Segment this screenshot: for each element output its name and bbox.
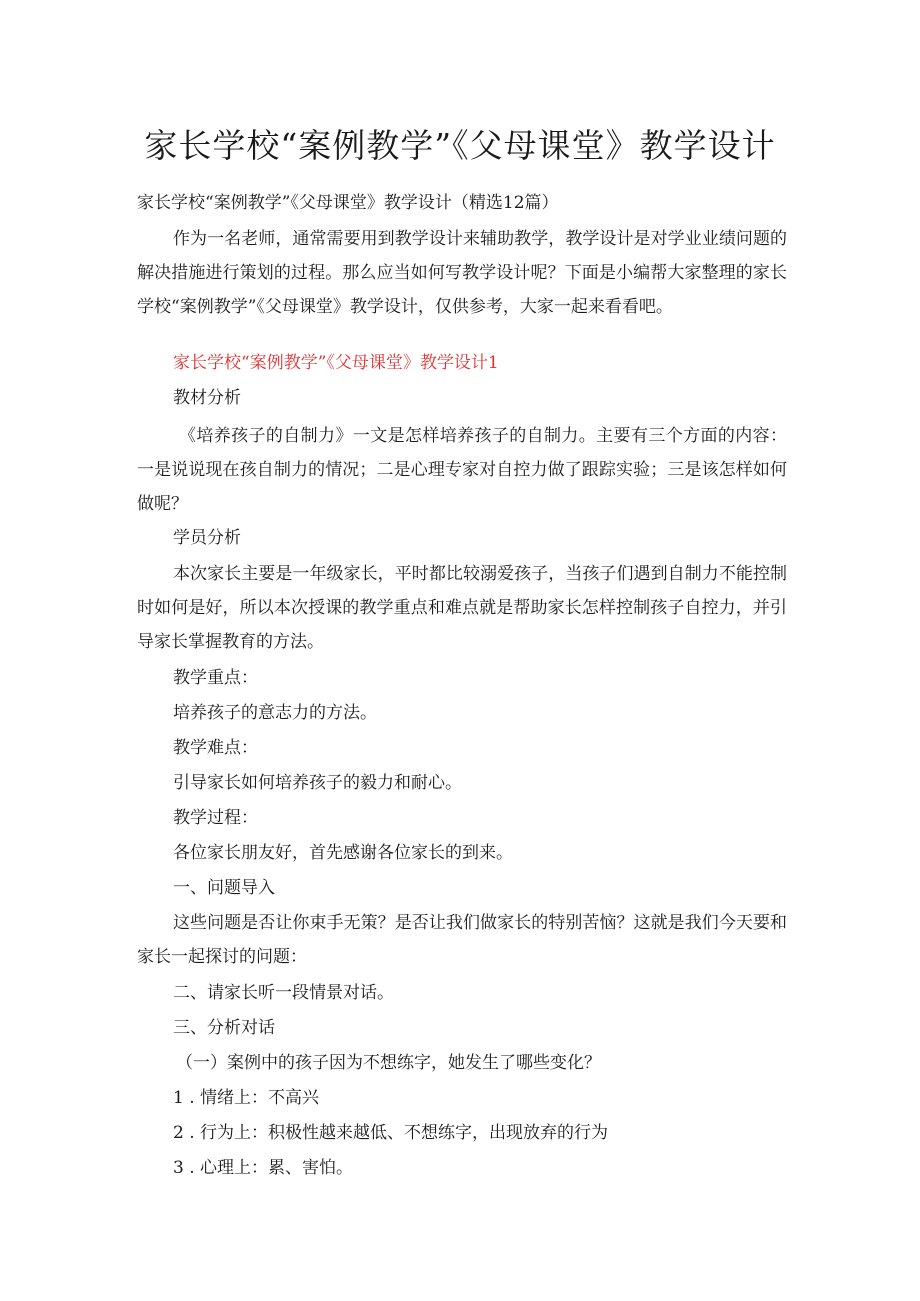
list-item: 2 . 行为上：积极性越来越低、不想练字，出现放弃的行为 bbox=[173, 1123, 609, 1143]
difficulty-heading: 教学难点： bbox=[173, 738, 258, 758]
intro-paragraph: 作为一名老师，通常需要用到教学设计来辅助教学，教学设计是对学业业绩问题的解决措施进行策划的过程。那么应当如何写教学设计呢？下面是小编帮大家整理的家长学校“案例教学”《父母课堂》教学设计，仅供参考，大家一起来看看吧。 bbox=[137, 229, 787, 317]
step2-heading: 二、请家长听一段情景对话。 bbox=[173, 983, 394, 1003]
section-heading: 家长学校“案例教学”《父母课堂》教学设计1 bbox=[173, 353, 499, 373]
key-point-heading: 教学重点： bbox=[173, 668, 258, 688]
greeting-text: 各位家长朋友好，首先感谢各位家长的到来。 bbox=[173, 843, 513, 863]
step1-paragraph: 这些问题是否让你束手无策？是否让我们做家长的特别苦恼？这就是我们今天要和家长一起探讨的问题： bbox=[137, 913, 787, 967]
difficulty-text: 引导家长如何培养孩子的毅力和耐心。 bbox=[173, 773, 462, 793]
key-point-text: 培养孩子的意志力的方法。 bbox=[173, 703, 377, 723]
process-heading: 教学过程： bbox=[173, 808, 258, 828]
document-subtitle: 家长学校“案例教学”《父母课堂》教学设计（精选12篇） bbox=[137, 193, 559, 213]
step1-heading: 一、问题导入 bbox=[173, 878, 275, 898]
list-item: 3 . 心理上：累、害怕。 bbox=[173, 1158, 354, 1178]
step3-heading: 三、分析对话 bbox=[173, 1018, 275, 1038]
material-analysis-paragraph: 《培养孩子的自制力》一文是怎样培养孩子的自制力。主要有三个方面的内容：一是说说现在孩自制力的情况；二是心理专家对自控力做了跟踪实验；三是该怎样如何做呢？ bbox=[137, 426, 787, 514]
document-title: 家长学校“案例教学”《父母课堂》教学设计 bbox=[144, 126, 776, 165]
material-analysis-heading: 教材分析 bbox=[173, 388, 241, 408]
list-item: 1 . 情绪上：不高兴 bbox=[173, 1088, 320, 1108]
student-analysis-heading: 学员分析 bbox=[173, 528, 241, 548]
student-analysis-paragraph: 本次家长主要是一年级家长，平时都比较溺爱孩子，当孩子们遇到自制力不能控制时如何是好，所以本次授课的教学重点和难点就是帮助家长怎样控制孩子自控力，并引导家长掌握教育的方法。 bbox=[137, 564, 787, 652]
step3-subheading: （一）案例中的孩子因为不想练字，她发生了哪些变化？ bbox=[176, 1053, 601, 1073]
